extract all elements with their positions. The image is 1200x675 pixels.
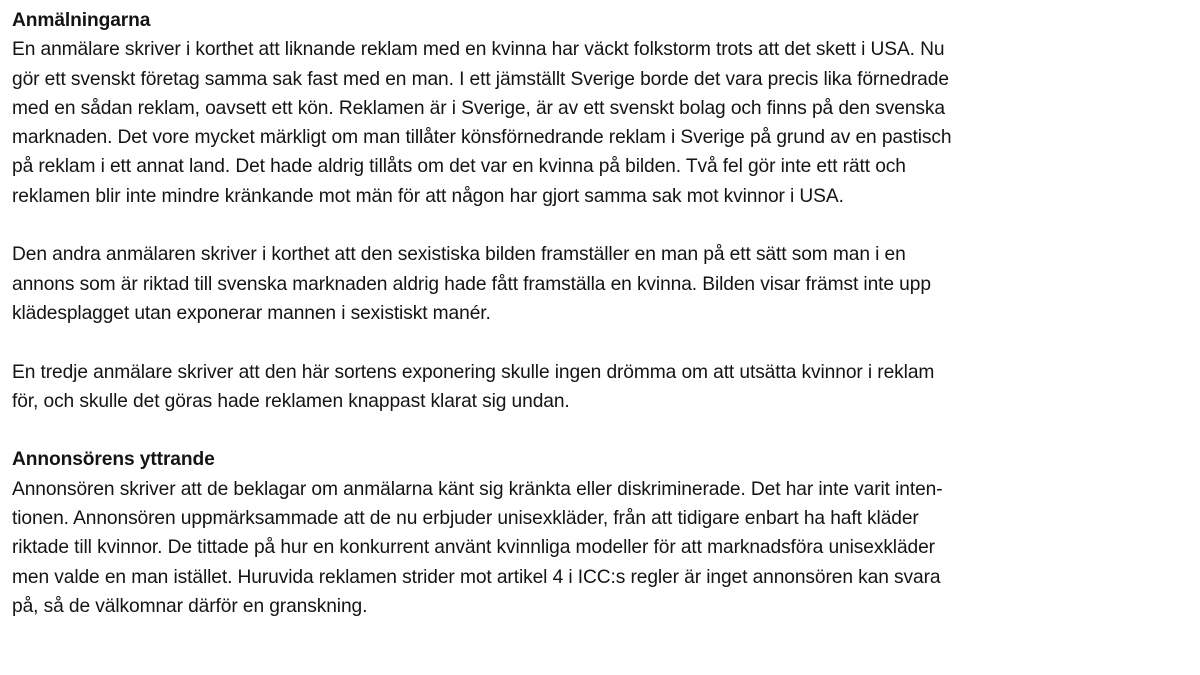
text-line: Den andra anmälaren skriver i korthet att den sexistiska bilden framställer en man på ett sätt som man i en xyxy=(12,244,906,266)
document-page xyxy=(12,6,1192,621)
paragraph-first-complaint xyxy=(12,35,1192,211)
text-line: på reklam i ett annat land. Det hade aldrig tillåts om det var en kvinna på bilden. Två fel gör inte ett rätt och xyxy=(12,156,906,178)
text-line: En anmälare skriver i korthet att liknande reklam med en kvinna har väckt folkstorm trots att det skett i USA. Nu xyxy=(12,39,945,61)
text-line: annons som är riktad till svenska marknaden aldrig hade fått framställa en kvinna. Bilden visar främst inte upp xyxy=(12,273,931,295)
text-line: Annonsören skriver att de beklagar om anmälarna känt sig kränkta eller diskriminerade. Det har inte varit inten- xyxy=(12,478,943,500)
text-line: tionen. Annonsören uppmärksammade att de nu erbjuder unisexkläder, från att tidigare enbart ha haft kläder xyxy=(12,508,919,530)
paragraph-gap xyxy=(12,416,1192,445)
text-line: riktade till kvinnor. De tittade på hur en konkurrent använt kvinnliga modeller för att marknadsföra unisexkläder xyxy=(12,537,935,559)
text-line: En tredje anmälare skriver att den här sortens exponering skulle ingen drömma om att utsätta kvinnor i reklam xyxy=(12,361,935,383)
paragraph-second-complaint xyxy=(12,240,1192,328)
paragraph-advertiser-statement xyxy=(12,475,1192,621)
text-line: på, så de välkomnar därför en granskning. xyxy=(12,595,368,617)
text-line: reklamen blir inte mindre kränkande mot män för att någon har gjort samma sak mot kvinnor i USA. xyxy=(12,185,844,207)
text-line: marknaden. Det vore mycket märkligt om man tillåter könsförnedrande reklam i Sverige på grund av en pastisch xyxy=(12,127,952,149)
text-line: för, och skulle det göras hade reklamen knappast klarat sig undan. xyxy=(12,390,570,412)
text-line: men valde en man istället. Huruvida reklamen strider mot artikel 4 i ICC:s regler är inget annonsören kan svara xyxy=(12,566,941,588)
paragraph-third-complaint xyxy=(12,358,1192,417)
text-line: gör ett svenskt företag samma sak fast med en man. I ett jämställt Sverige borde det vara precis lika förnedrade xyxy=(12,68,949,90)
paragraph-gap xyxy=(12,328,1192,357)
text-line: med en sådan reklam, oavsett ett kön. Reklamen är i Sverige, är av ett svenskt bolag och finns på den svenska xyxy=(12,97,945,119)
section-heading-anmalningarna: Anmälningarna xyxy=(12,10,151,31)
section-heading-annonsorens-yttrande: Annonsörens yttrande xyxy=(12,449,215,471)
text-line: klädesplagget utan exponerar mannen i sexistiskt manér. xyxy=(12,302,491,324)
paragraph-gap xyxy=(12,211,1192,240)
